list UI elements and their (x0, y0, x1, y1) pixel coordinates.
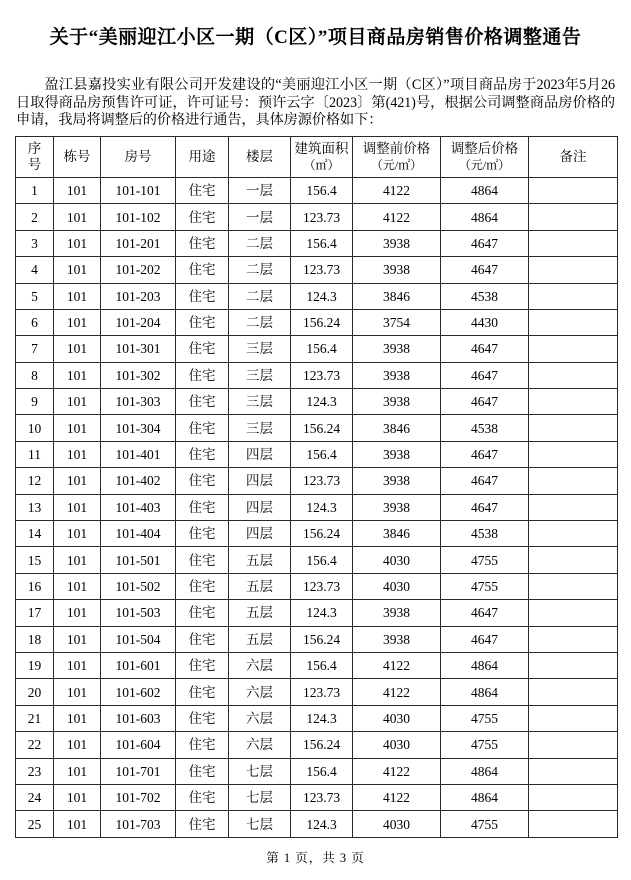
cell-usage: 住宅 (176, 336, 229, 362)
table-row (16, 494, 618, 520)
cell-floor: 六层 (229, 732, 291, 758)
cell-price-after: 4864 (441, 679, 529, 705)
cell-sequence: 22 (16, 732, 54, 758)
cell-usage: 住宅 (176, 389, 229, 415)
cell-room: 101-604 (101, 732, 176, 758)
cell-building: 101 (54, 600, 101, 626)
column-header-note: 备注 (529, 136, 618, 177)
cell-area: 123.73 (291, 679, 353, 705)
cell-area: 156.24 (291, 732, 353, 758)
cell-floor: 四层 (229, 468, 291, 494)
cell-price-after: 4647 (441, 468, 529, 494)
table-row (16, 441, 618, 467)
cell-note (529, 547, 618, 573)
column-header-building: 栋号 (54, 136, 101, 177)
cell-room: 101-304 (101, 415, 176, 441)
cell-price-after: 4647 (441, 494, 529, 520)
cell-usage: 住宅 (176, 732, 229, 758)
cell-price-after: 4538 (441, 521, 529, 547)
cell-building: 101 (54, 204, 101, 230)
cell-floor: 一层 (229, 177, 291, 203)
page-footer: 第 1 页，共 3 页 (266, 850, 365, 865)
table-row (16, 362, 618, 388)
cell-building: 101 (54, 257, 101, 283)
cell-sequence: 11 (16, 441, 54, 467)
cell-floor: 二层 (229, 309, 291, 335)
cell-price-after: 4647 (441, 336, 529, 362)
table-row (16, 389, 618, 415)
cell-floor: 六层 (229, 679, 291, 705)
cell-note (529, 626, 618, 652)
document-page (0, 13, 631, 880)
cell-usage: 住宅 (176, 415, 229, 441)
cell-price-after: 4538 (441, 283, 529, 309)
cell-room: 101-603 (101, 705, 176, 731)
table-row (16, 600, 618, 626)
cell-note (529, 521, 618, 547)
cell-usage: 住宅 (176, 626, 229, 652)
cell-area: 156.24 (291, 309, 353, 335)
cell-price-before: 3846 (353, 283, 441, 309)
cell-price-after: 4647 (441, 362, 529, 388)
cell-building: 101 (54, 468, 101, 494)
cell-sequence: 2 (16, 204, 54, 230)
cell-price-after: 4864 (441, 177, 529, 203)
cell-note (529, 362, 618, 388)
cell-price-before: 4030 (353, 573, 441, 599)
cell-sequence: 12 (16, 468, 54, 494)
cell-building: 101 (54, 230, 101, 256)
cell-sequence: 9 (16, 389, 54, 415)
cell-price-before: 3938 (353, 230, 441, 256)
cell-price-after: 4864 (441, 758, 529, 784)
cell-note (529, 573, 618, 599)
cell-floor: 七层 (229, 784, 291, 810)
price-before-header-unit: （元/㎡） (370, 157, 423, 172)
cell-building: 101 (54, 389, 101, 415)
cell-building: 101 (54, 758, 101, 784)
cell-note (529, 784, 618, 810)
column-header-usage: 用途 (176, 136, 229, 177)
cell-sequence: 24 (16, 784, 54, 810)
column-header-floor: 楼层 (229, 136, 291, 177)
cell-area: 156.4 (291, 177, 353, 203)
cell-floor: 五层 (229, 600, 291, 626)
table-row (16, 732, 618, 758)
cell-sequence: 5 (16, 283, 54, 309)
cell-price-before: 3938 (353, 494, 441, 520)
cell-note (529, 468, 618, 494)
table-row (16, 784, 618, 810)
cell-room: 101-701 (101, 758, 176, 784)
cell-price-before: 4122 (353, 652, 441, 678)
cell-building: 101 (54, 362, 101, 388)
cell-price-before: 4122 (353, 758, 441, 784)
cell-building: 101 (54, 494, 101, 520)
table-row (16, 521, 618, 547)
cell-building: 101 (54, 784, 101, 810)
cell-note (529, 389, 618, 415)
cell-floor: 一层 (229, 204, 291, 230)
cell-usage: 住宅 (176, 573, 229, 599)
cell-price-before: 4122 (353, 204, 441, 230)
price-before-header-label: 调整前价格 (362, 140, 431, 156)
cell-price-after: 4647 (441, 389, 529, 415)
sequence-header-line1: 序 (27, 140, 42, 156)
cell-floor: 四层 (229, 521, 291, 547)
cell-building: 101 (54, 573, 101, 599)
table-row (16, 652, 618, 678)
cell-room: 101-402 (101, 468, 176, 494)
table-row (16, 679, 618, 705)
cell-sequence: 13 (16, 494, 54, 520)
cell-room: 101-501 (101, 547, 176, 573)
cell-building: 101 (54, 705, 101, 731)
cell-price-after: 4755 (441, 573, 529, 599)
cell-area: 156.4 (291, 652, 353, 678)
cell-price-before: 3938 (353, 257, 441, 283)
cell-usage: 住宅 (176, 177, 229, 203)
cell-price-before: 3754 (353, 309, 441, 335)
cell-room: 101-504 (101, 626, 176, 652)
cell-sequence: 25 (16, 811, 54, 837)
column-header-price-before (353, 136, 441, 177)
cell-room: 101-602 (101, 679, 176, 705)
cell-usage: 住宅 (176, 362, 229, 388)
cell-building: 101 (54, 177, 101, 203)
cell-room: 101-702 (101, 784, 176, 810)
cell-building: 101 (54, 626, 101, 652)
cell-price-before: 3938 (353, 468, 441, 494)
cell-price-before: 3938 (353, 441, 441, 467)
table-row (16, 177, 618, 203)
cell-usage: 住宅 (176, 494, 229, 520)
cell-building: 101 (54, 336, 101, 362)
table-row (16, 468, 618, 494)
cell-area: 123.73 (291, 257, 353, 283)
cell-price-after: 4864 (441, 204, 529, 230)
cell-building: 101 (54, 679, 101, 705)
table-row (16, 309, 618, 335)
cell-area: 123.73 (291, 362, 353, 388)
table-row (16, 573, 618, 599)
cell-area: 156.4 (291, 336, 353, 362)
cell-area: 156.4 (291, 547, 353, 573)
cell-usage: 住宅 (176, 204, 229, 230)
cell-price-before: 4030 (353, 732, 441, 758)
cell-price-before: 3846 (353, 521, 441, 547)
cell-area: 156.4 (291, 441, 353, 467)
table-row (16, 204, 618, 230)
cell-sequence: 14 (16, 521, 54, 547)
cell-sequence: 20 (16, 679, 54, 705)
table-row (16, 283, 618, 309)
cell-note (529, 811, 618, 837)
price-table-container (0, 130, 631, 838)
cell-price-after: 4755 (441, 732, 529, 758)
cell-room: 101-204 (101, 309, 176, 335)
table-row (16, 415, 618, 441)
cell-area: 123.73 (291, 468, 353, 494)
price-after-header-label: 调整后价格 (450, 140, 519, 156)
cell-floor: 三层 (229, 362, 291, 388)
cell-price-before: 3938 (353, 362, 441, 388)
cell-floor: 七层 (229, 758, 291, 784)
sequence-header-line2: 号 (27, 156, 42, 172)
cell-building: 101 (54, 415, 101, 441)
cell-area: 123.73 (291, 784, 353, 810)
cell-room: 101-601 (101, 652, 176, 678)
cell-usage: 住宅 (176, 758, 229, 784)
cell-price-before: 3938 (353, 626, 441, 652)
cell-room: 101-201 (101, 230, 176, 256)
cell-note (529, 177, 618, 203)
cell-area: 124.3 (291, 811, 353, 837)
cell-floor: 七层 (229, 811, 291, 837)
cell-room: 101-101 (101, 177, 176, 203)
cell-price-before: 4030 (353, 705, 441, 731)
notice-paragraph: 盈江县嘉投实业有限公司开发建设的“美丽迎江小区一期（C区）”项目商品房于2023年5月26日取得商品房预售许可证，许可证号：预许云字〔2023〕第(421)号，根据公司调整商品房价格的申请，我局将调整后的价格进行通告，具体房源价格如下： (16, 77, 615, 129)
cell-area: 124.3 (291, 705, 353, 731)
cell-price-after: 4864 (441, 652, 529, 678)
cell-building: 101 (54, 811, 101, 837)
cell-note (529, 257, 618, 283)
table-row (16, 336, 618, 362)
cell-note (529, 652, 618, 678)
cell-room: 101-302 (101, 362, 176, 388)
cell-note (529, 415, 618, 441)
cell-note (529, 705, 618, 731)
cell-usage: 住宅 (176, 547, 229, 573)
cell-sequence: 4 (16, 257, 54, 283)
cell-sequence: 18 (16, 626, 54, 652)
cell-area: 124.3 (291, 389, 353, 415)
cell-price-before: 3846 (353, 415, 441, 441)
area-header-label: 建筑面积 (294, 140, 349, 156)
cell-price-after: 4538 (441, 415, 529, 441)
cell-note (529, 204, 618, 230)
cell-floor: 三层 (229, 336, 291, 362)
cell-room: 101-502 (101, 573, 176, 599)
cell-price-before: 4122 (353, 679, 441, 705)
cell-sequence: 8 (16, 362, 54, 388)
cell-note (529, 309, 618, 335)
cell-note (529, 336, 618, 362)
cell-area: 124.3 (291, 283, 353, 309)
area-header-unit: （㎡） (303, 157, 340, 172)
cell-note (529, 441, 618, 467)
cell-usage: 住宅 (176, 811, 229, 837)
cell-sequence: 15 (16, 547, 54, 573)
cell-price-before: 3938 (353, 336, 441, 362)
cell-building: 101 (54, 547, 101, 573)
price-table (15, 136, 618, 838)
cell-floor: 六层 (229, 652, 291, 678)
cell-room: 101-301 (101, 336, 176, 362)
cell-area: 156.4 (291, 758, 353, 784)
cell-room: 101-404 (101, 521, 176, 547)
table-row (16, 811, 618, 837)
cell-area: 156.24 (291, 521, 353, 547)
cell-price-after: 4755 (441, 705, 529, 731)
cell-floor: 三层 (229, 389, 291, 415)
cell-building: 101 (54, 441, 101, 467)
cell-usage: 住宅 (176, 600, 229, 626)
cell-room: 101-203 (101, 283, 176, 309)
cell-area: 123.73 (291, 573, 353, 599)
table-row (16, 705, 618, 731)
cell-area: 156.24 (291, 626, 353, 652)
cell-price-after: 4647 (441, 600, 529, 626)
cell-note (529, 230, 618, 256)
cell-sequence: 23 (16, 758, 54, 784)
table-row (16, 257, 618, 283)
cell-room: 101-303 (101, 389, 176, 415)
cell-sequence: 1 (16, 177, 54, 203)
cell-sequence: 10 (16, 415, 54, 441)
cell-area: 156.4 (291, 230, 353, 256)
cell-floor: 六层 (229, 705, 291, 731)
cell-usage: 住宅 (176, 679, 229, 705)
cell-price-after: 4647 (441, 626, 529, 652)
cell-usage: 住宅 (176, 441, 229, 467)
cell-floor: 二层 (229, 230, 291, 256)
column-header-sequence (16, 136, 54, 177)
cell-usage: 住宅 (176, 257, 229, 283)
cell-room: 101-403 (101, 494, 176, 520)
cell-building: 101 (54, 732, 101, 758)
cell-building: 101 (54, 521, 101, 547)
cell-price-after: 4647 (441, 230, 529, 256)
table-header-row (16, 136, 618, 177)
cell-price-after: 4864 (441, 784, 529, 810)
cell-floor: 四层 (229, 441, 291, 467)
cell-room: 101-202 (101, 257, 176, 283)
cell-floor: 三层 (229, 415, 291, 441)
cell-price-after: 4755 (441, 547, 529, 573)
cell-price-before: 4030 (353, 811, 441, 837)
cell-floor: 四层 (229, 494, 291, 520)
cell-sequence: 17 (16, 600, 54, 626)
column-header-area (291, 136, 353, 177)
table-row (16, 626, 618, 652)
cell-sequence: 16 (16, 573, 54, 599)
cell-usage: 住宅 (176, 705, 229, 731)
cell-area: 124.3 (291, 600, 353, 626)
cell-sequence: 6 (16, 309, 54, 335)
cell-room: 101-401 (101, 441, 176, 467)
cell-usage: 住宅 (176, 230, 229, 256)
cell-area: 156.24 (291, 415, 353, 441)
cell-price-before: 3938 (353, 600, 441, 626)
cell-price-after: 4647 (441, 257, 529, 283)
table-row (16, 758, 618, 784)
cell-price-before: 4122 (353, 784, 441, 810)
cell-price-before: 4122 (353, 177, 441, 203)
cell-room: 101-503 (101, 600, 176, 626)
cell-floor: 五层 (229, 573, 291, 599)
cell-room: 101-703 (101, 811, 176, 837)
cell-sequence: 21 (16, 705, 54, 731)
page-title: 关于“美丽迎江小区一期（C区）”项目商品房销售价格调整通告 (49, 26, 582, 48)
cell-building: 101 (54, 283, 101, 309)
cell-note (529, 758, 618, 784)
cell-room: 101-102 (101, 204, 176, 230)
table-row (16, 230, 618, 256)
cell-usage: 住宅 (176, 652, 229, 678)
cell-usage: 住宅 (176, 784, 229, 810)
cell-area: 123.73 (291, 204, 353, 230)
cell-usage: 住宅 (176, 521, 229, 547)
cell-price-before: 4030 (353, 547, 441, 573)
cell-price-after: 4755 (441, 811, 529, 837)
cell-building: 101 (54, 652, 101, 678)
cell-note (529, 600, 618, 626)
cell-floor: 五层 (229, 626, 291, 652)
cell-note (529, 732, 618, 758)
cell-usage: 住宅 (176, 309, 229, 335)
cell-note (529, 494, 618, 520)
table-body (16, 177, 618, 837)
column-header-room: 房号 (101, 136, 176, 177)
column-header-price-after (441, 136, 529, 177)
price-after-header-unit: （元/㎡） (458, 157, 511, 172)
cell-price-after: 4647 (441, 441, 529, 467)
table-row (16, 547, 618, 573)
cell-note (529, 679, 618, 705)
cell-usage: 住宅 (176, 283, 229, 309)
cell-building: 101 (54, 309, 101, 335)
cell-area: 124.3 (291, 494, 353, 520)
cell-floor: 五层 (229, 547, 291, 573)
cell-price-before: 3938 (353, 389, 441, 415)
table-header (16, 136, 618, 177)
cell-floor: 二层 (229, 283, 291, 309)
cell-usage: 住宅 (176, 468, 229, 494)
cell-floor: 二层 (229, 257, 291, 283)
cell-sequence: 7 (16, 336, 54, 362)
cell-sequence: 19 (16, 652, 54, 678)
cell-sequence: 3 (16, 230, 54, 256)
cell-price-after: 4430 (441, 309, 529, 335)
cell-note (529, 283, 618, 309)
